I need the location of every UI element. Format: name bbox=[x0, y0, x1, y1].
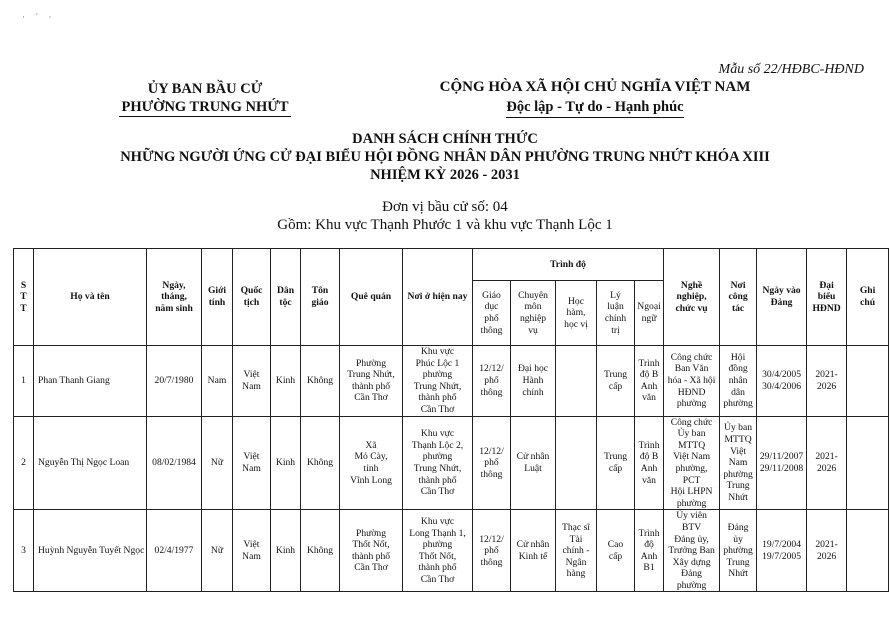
cell-academic bbox=[556, 416, 597, 510]
cell-stt: 2 bbox=[14, 416, 34, 510]
cell-ethnicity: Kinh bbox=[271, 416, 301, 510]
cell-delegate: 2021- 2026 bbox=[807, 416, 847, 510]
authority-line-2: PHƯỜNG TRUNG NHỨT bbox=[121, 99, 289, 115]
cell-gender: Nữ bbox=[202, 510, 233, 592]
header-name: Họ và tên bbox=[34, 249, 147, 346]
cell-academic: Thạc sĩ Tài chính - Ngân hàng bbox=[556, 510, 597, 592]
cell-general-education: 12/12/ phổ thông bbox=[473, 416, 511, 510]
cell-language: Trình độ B Anh văn bbox=[635, 346, 664, 417]
cell-occupation: Ủy viên BTV Đảng ủy, Trưởng Ban Xây dựng Đảng phường bbox=[664, 510, 720, 592]
motto-line-1: CỘNG HÒA XÃ HỘI CHỦ NGHĨA VIỆT NAM bbox=[439, 79, 751, 95]
electoral-area: Gồm: Khu vực Thạnh Phước 1 và khu vực Thạnh Lộc 1 bbox=[277, 217, 613, 233]
authority-line-1: ỦY BAN BẦU CỬ bbox=[147, 81, 263, 97]
cell-hometown: Phường Thốt Nốt, thành phố Cần Thơ bbox=[340, 510, 403, 592]
table-row bbox=[14, 510, 889, 592]
cell-party-date: 29/11/2007 29/11/2008 bbox=[757, 416, 807, 510]
header-party-date: Ngày vào Đảng bbox=[757, 249, 807, 346]
cell-residence: Khu vực Thạnh Lộc 2, phường Trung Nhứt, thành phố Cần Thơ bbox=[403, 416, 473, 510]
cell-occupation: Công chức Ban Văn hóa - Xã hội HĐND phường bbox=[664, 346, 720, 417]
document-term: NHIỆM KỲ 2026 - 2031 bbox=[370, 167, 520, 183]
cell-religion: Không bbox=[301, 346, 340, 417]
header-occupation: Nghề nghiệp, chức vụ bbox=[664, 249, 720, 346]
cell-stt: 3 bbox=[14, 510, 34, 592]
cell-general-education: 12/12/ phổ thông bbox=[473, 346, 511, 417]
motto-line-2: Độc lập - Tự do - Hạnh phúc bbox=[506, 98, 683, 118]
cell-occupation: Công chức Ủy ban MTTQ Việt Nam phường, PCT Hội LHPN phường bbox=[664, 416, 720, 510]
cell-religion: Không bbox=[301, 416, 340, 510]
cell-religion: Không bbox=[301, 510, 340, 592]
cell-party-date: 19/7/2004 19/7/2005 bbox=[757, 510, 807, 592]
cell-party-date: 30/4/2005 30/4/2006 bbox=[757, 346, 807, 417]
cell-political: Trung cấp bbox=[597, 346, 635, 417]
cell-note bbox=[847, 416, 889, 510]
cell-dob: 08/02/1984 bbox=[147, 416, 202, 510]
header-language: Ngoại ngữ bbox=[635, 281, 664, 346]
cell-hometown: Xã Mỏ Cày, tỉnh Vĩnh Long bbox=[340, 416, 403, 510]
header-workplace: Nơi công tác bbox=[720, 249, 757, 346]
cell-workplace: Hội đồng nhân dân phường bbox=[720, 346, 757, 417]
cell-residence: Khu vực Long Thạnh 1, phường Thốt Nốt, thành phố Cần Thơ bbox=[403, 510, 473, 592]
cell-delegate: 2021- 2026 bbox=[807, 510, 847, 592]
cell-gender: Nam bbox=[202, 346, 233, 417]
cell-nationality: Việt Nam bbox=[233, 416, 271, 510]
candidate-table bbox=[13, 248, 889, 592]
table-row bbox=[14, 416, 889, 510]
national-motto bbox=[420, 78, 770, 118]
cell-name: Huỳnh Nguyễn Tuyết Ngọc bbox=[34, 510, 147, 592]
cell-dob: 02/4/1977 bbox=[147, 510, 202, 592]
header-religion: Tôn giáo bbox=[301, 249, 340, 346]
cell-workplace: Đảng ủy phường Trung Nhứt bbox=[720, 510, 757, 592]
cell-gender: Nữ bbox=[202, 416, 233, 510]
cell-residence: Khu vực Phúc Lộc 1 phường Trung Nhứt, thành phố Cần Thơ bbox=[403, 346, 473, 417]
scan-specks: · ˊ · bbox=[22, 12, 56, 22]
header-political: Lý luận chính trị bbox=[597, 281, 635, 346]
header-delegate: Đại biểu HĐND bbox=[807, 249, 847, 346]
cell-delegate: 2021- 2026 bbox=[807, 346, 847, 417]
cell-dob: 20/7/1980 bbox=[147, 346, 202, 417]
cell-general-education: 12/12/ phổ thông bbox=[473, 510, 511, 592]
cell-note bbox=[847, 510, 889, 592]
cell-name: Phan Thanh Giang bbox=[34, 346, 147, 417]
cell-political: Cao cấp bbox=[597, 510, 635, 592]
document-title-block bbox=[0, 130, 890, 184]
cell-ethnicity: Kinh bbox=[271, 510, 301, 592]
electoral-unit: Đơn vị bầu cử số: 04 bbox=[382, 199, 508, 215]
header-professional: Chuyên môn nghiệp vụ bbox=[511, 281, 556, 346]
header-nationality: Quốc tịch bbox=[233, 249, 271, 346]
cell-professional: Cử nhân Luật bbox=[511, 416, 556, 510]
header-academic: Học hàm, học vị bbox=[556, 281, 597, 346]
header-hometown: Quê quán bbox=[340, 249, 403, 346]
cell-note bbox=[847, 346, 889, 417]
cell-workplace: Ủy ban MTTQ Việt Nam phường Trung Nhứt bbox=[720, 416, 757, 510]
cell-nationality: Việt Nam bbox=[233, 346, 271, 417]
document-title: DANH SÁCH CHÍNH THỨC bbox=[352, 131, 538, 147]
header-stt: S T T bbox=[14, 249, 34, 346]
header-residence: Nơi ở hiện nay bbox=[403, 249, 473, 346]
header-education-group: Trình độ bbox=[473, 249, 664, 281]
header-ethnicity: Dân tộc bbox=[271, 249, 301, 346]
cell-political: Trung cấp bbox=[597, 416, 635, 510]
cell-professional: Cử nhân Kinh tế bbox=[511, 510, 556, 592]
cell-hometown: Phường Trung Nhứt, thành phố Cần Thơ bbox=[340, 346, 403, 417]
issuing-authority bbox=[105, 80, 305, 117]
header-gender: Giới tính bbox=[202, 249, 233, 346]
cell-academic bbox=[556, 346, 597, 417]
table-row bbox=[14, 346, 889, 417]
header-dob: Ngày, tháng, năm sinh bbox=[147, 249, 202, 346]
form-number: Mẫu số 22/HĐBC-HĐND bbox=[718, 62, 864, 77]
cell-nationality: Việt Nam bbox=[233, 510, 271, 592]
document-subtitle: NHỮNG NGƯỜI ỨNG CỬ ĐẠI BIỂU HỘI ĐỒNG NHÂN DÂN PHƯỜNG TRUNG NHỨT KHÓA XIII bbox=[120, 149, 770, 165]
cell-language: Trình độ B Anh văn bbox=[635, 416, 664, 510]
cell-name: Nguyễn Thị Ngọc Loan bbox=[34, 416, 147, 510]
cell-language: Trình độ Anh B1 bbox=[635, 510, 664, 592]
cell-professional: Đại học Hành chính bbox=[511, 346, 556, 417]
header-note: Ghi chú bbox=[847, 249, 889, 346]
header-general-education: Giáo dục phổ thông bbox=[473, 281, 511, 346]
cell-stt: 1 bbox=[14, 346, 34, 417]
cell-ethnicity: Kinh bbox=[271, 346, 301, 417]
